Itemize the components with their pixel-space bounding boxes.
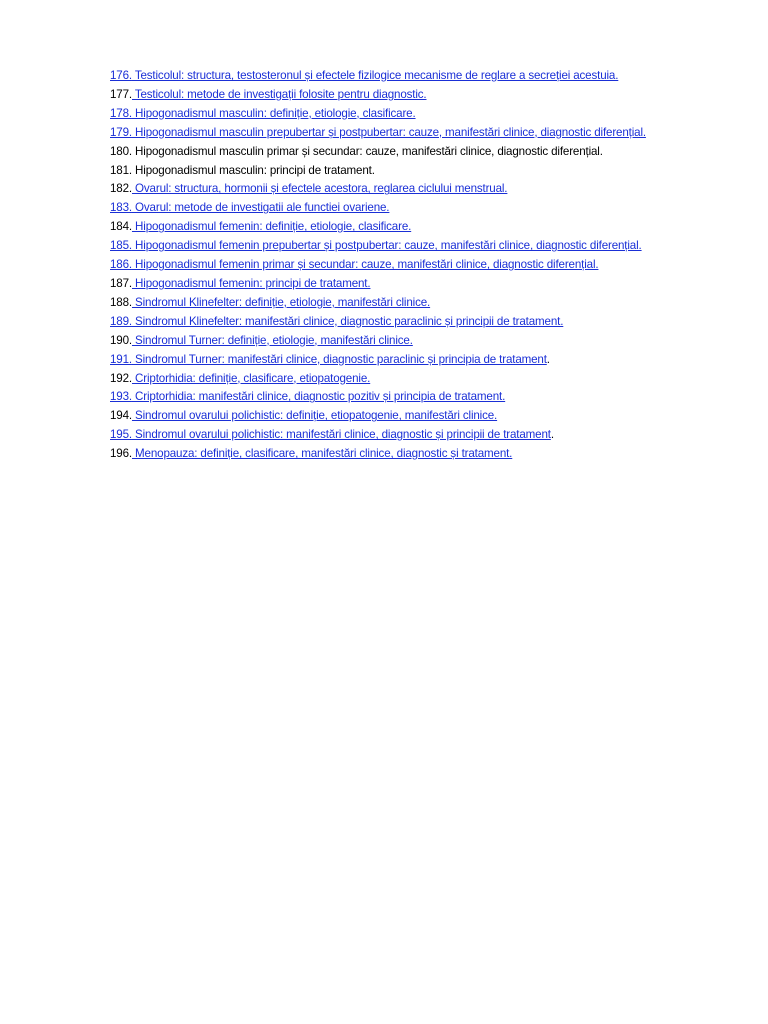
topic-link[interactable]: Sindromul Klinefelter: definiție, etiologie, manifestări clinice. bbox=[131, 295, 431, 309]
list-item bbox=[110, 351, 710, 370]
item-number: 176. bbox=[110, 69, 132, 82]
list-item bbox=[110, 86, 710, 105]
list-item bbox=[110, 332, 710, 351]
item-number: 180. bbox=[110, 144, 132, 158]
topic-link[interactable] bbox=[110, 428, 551, 441]
topic-link[interactable] bbox=[110, 239, 642, 252]
list-item bbox=[110, 445, 710, 464]
item-text: Testicolul: structura, testosteronul și efectele fizilogice mecanisme de reglare a secreției acestuia. bbox=[131, 69, 619, 82]
list-item bbox=[110, 426, 710, 445]
list-item bbox=[110, 218, 710, 237]
item-number: 185. bbox=[110, 239, 132, 253]
topic-link[interactable] bbox=[110, 201, 389, 214]
item-number: 193. bbox=[110, 390, 132, 404]
list-item bbox=[110, 407, 710, 426]
list-item bbox=[110, 294, 710, 313]
item-number: 195. bbox=[110, 428, 132, 442]
list-item bbox=[110, 370, 710, 389]
list-item bbox=[110, 180, 710, 199]
item-text: Sindromul ovarului polichistic: manifestări clinice, diagnostic și principii de tratament bbox=[131, 428, 551, 442]
list-item bbox=[110, 105, 710, 124]
list-item bbox=[110, 67, 710, 86]
topic-link[interactable] bbox=[110, 107, 416, 120]
item-text: Hipogonadismul masculin: principi de tratament. bbox=[131, 163, 375, 177]
item-number: 190. bbox=[110, 333, 132, 347]
topic-link[interactable] bbox=[110, 390, 505, 403]
item-text: Sindromul Klinefelter: manifestări clinice, diagnostic paraclinic și principii de tratament. bbox=[131, 314, 564, 328]
item-tail: . bbox=[550, 428, 554, 442]
item-number: 188. bbox=[110, 295, 132, 309]
topic-link[interactable]: Sindromul Turner: definiție, etiologie, manifestări clinice. bbox=[131, 333, 413, 347]
item-text: Hipogonadismul femenin primar și secundar: cauze, manifestări clinice, diagnostic diferențial. bbox=[131, 258, 599, 272]
list-item bbox=[110, 143, 710, 162]
item-number: 196. bbox=[110, 447, 132, 461]
item-number: 192. bbox=[110, 371, 132, 385]
item-text: Sindromul Turner: manifestări clinice, diagnostic paraclinic și principia de tratament bbox=[131, 352, 547, 366]
item-number: 181. bbox=[110, 163, 132, 177]
topic-link[interactable]: Hipogonadismul femenin: principi de tratament. bbox=[131, 276, 371, 290]
list-item bbox=[110, 256, 710, 275]
list-item bbox=[110, 388, 710, 407]
item-tail: . bbox=[546, 352, 550, 366]
item-number: 178. bbox=[110, 106, 132, 120]
topic-link[interactable]: Sindromul ovarului polichistic: definiție, etiopatogenie, manifestări clinice. bbox=[131, 409, 498, 423]
item-number: 179. bbox=[110, 125, 132, 139]
topic-link[interactable] bbox=[110, 126, 646, 139]
list-item bbox=[110, 124, 710, 143]
item-number: 187. bbox=[110, 276, 132, 290]
topic-link[interactable]: Criptorhidia: definiție, clasificare, etiopatogenie. bbox=[131, 371, 371, 385]
item-text: Criptorhidia: manifestări clinice, diagnostic pozitiv și principia de tratament. bbox=[131, 390, 506, 404]
item-number: 194. bbox=[110, 409, 132, 423]
item-number: 182. bbox=[110, 182, 132, 196]
topic-link[interactable] bbox=[110, 315, 563, 328]
item-number: 191. bbox=[110, 352, 132, 366]
item-number: 189. bbox=[110, 314, 132, 328]
topic-link[interactable]: Ovarul: structura, hormonii și efectele acestora, reglarea ciclului menstrual. bbox=[131, 182, 508, 196]
topic-link[interactable] bbox=[110, 353, 547, 366]
item-number: 184. bbox=[110, 220, 132, 234]
item-text: Hipogonadismul masculin primar și secundar: cauze, manifestări clinice, diagnostic diferențial. bbox=[131, 144, 603, 158]
topic-list bbox=[110, 67, 710, 464]
list-item bbox=[110, 199, 710, 218]
item-number: 177. bbox=[110, 87, 132, 101]
item-number: 186. bbox=[110, 258, 132, 272]
item-text: Hipogonadismul femenin prepubertar și postpubertar: cauze, manifestări clinice, diagnostic diferențial. bbox=[131, 239, 642, 253]
list-item bbox=[110, 275, 710, 294]
item-text: Ovarul: metode de investigatii ale functiei ovariene. bbox=[131, 201, 390, 215]
item-text: Hipogonadismul masculin prepubertar și postpubertar: cauze, manifestări clinice, diagnostic diferențial. bbox=[131, 125, 646, 139]
list-item bbox=[110, 313, 710, 332]
list-item bbox=[110, 162, 710, 181]
item-text: Hipogonadismul masculin: definiție, etiologie, clasificare. bbox=[131, 106, 416, 120]
topic-link[interactable]: Testicolul: metode de investigații folosite pentru diagnostic. bbox=[131, 87, 427, 101]
topic-link[interactable] bbox=[110, 258, 598, 271]
list-item bbox=[110, 237, 710, 256]
topic-link[interactable] bbox=[110, 69, 618, 82]
item-number: 183. bbox=[110, 201, 132, 215]
topic-link[interactable]: Menopauza: definiție, clasificare, manifestări clinice, diagnostic și tratament. bbox=[131, 447, 513, 461]
topic-link[interactable]: Hipogonadismul femenin: definiție, etiologie, clasificare. bbox=[131, 220, 412, 234]
